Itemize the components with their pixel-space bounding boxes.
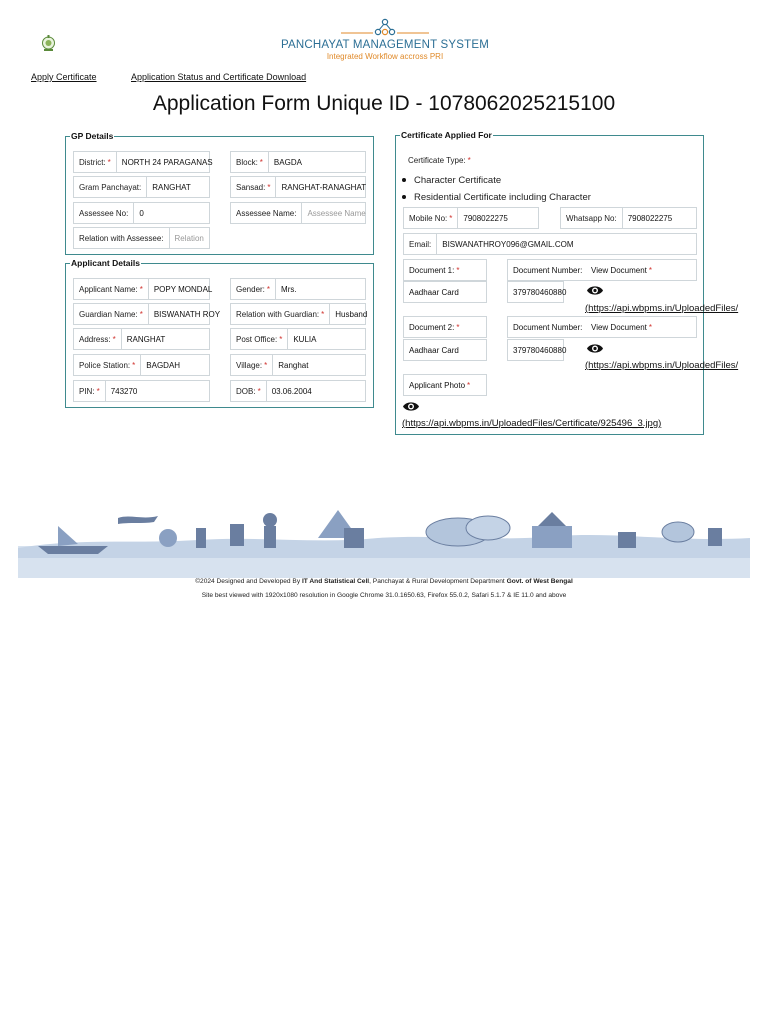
assessee-no-field[interactable]: Assessee No: 0 bbox=[73, 202, 210, 224]
relation-with-assessee-field[interactable]: Relation with Assessee: Relation bbox=[73, 227, 210, 249]
footer-copyright: ©2024 Designed and Developed By IT And Statistical Cell, Panchayat & Rural Development Department Govt. of West Bengal bbox=[195, 578, 573, 585]
mobile-field[interactable]: Mobile No: * 7908022275 bbox=[403, 207, 539, 229]
gram-panchayat-field[interactable]: Gram Panchayat: RANGHAT bbox=[73, 176, 210, 198]
sansad-field[interactable]: Sansad: * RANGHAT-RANAGHAT bbox=[230, 176, 366, 198]
certificate-type-item: Character Certificate bbox=[400, 172, 591, 189]
police-station-field[interactable]: Police Station: * BAGDAH bbox=[73, 354, 210, 376]
email-field[interactable]: Email: BISWANATHROY096@GMAIL.COM bbox=[403, 233, 697, 255]
gram-panchayat-value: RANGHAT bbox=[152, 182, 191, 192]
sansad-value: RANGHAT-RANAGHAT bbox=[281, 182, 367, 192]
network-logo-icon bbox=[335, 18, 435, 38]
apply-certificate-link[interactable]: Apply Certificate bbox=[31, 72, 97, 82]
block-value: BAGDA bbox=[273, 157, 302, 167]
document-2-link[interactable]: (https://api.wbpms.in/UploadedFiles/ bbox=[585, 360, 739, 371]
eye-icon[interactable] bbox=[402, 400, 420, 413]
pin-field[interactable]: PIN: * 743270 bbox=[73, 380, 210, 402]
emblem-icon bbox=[41, 34, 56, 52]
document-2-label: Document 2: * bbox=[403, 316, 487, 338]
brand-logo bbox=[280, 18, 490, 61]
eye-icon[interactable] bbox=[586, 342, 604, 355]
certificate-legend: Certificate Applied For bbox=[401, 130, 492, 140]
block-field[interactable]: Block: * BAGDA bbox=[230, 151, 366, 173]
brand-title: PANCHAYAT MANAGEMENT SYSTEM bbox=[281, 39, 489, 51]
village-landscape-illustration bbox=[18, 498, 750, 578]
document-1-number[interactable]: 379780460880 bbox=[507, 281, 564, 303]
assessee-name-field[interactable]: Assessee Name: Assessee Name bbox=[230, 202, 366, 224]
village-field[interactable]: Village: * Ranghat bbox=[230, 354, 366, 376]
view-document-label: View Document * bbox=[586, 316, 697, 338]
email-value: BISWANATHROY096@GMAIL.COM bbox=[442, 239, 574, 249]
document-2-number[interactable]: 379780460880 bbox=[507, 339, 564, 361]
document-1-link[interactable]: (https://api.wbpms.in/UploadedFiles/ bbox=[585, 303, 739, 314]
district-field[interactable]: District: * NORTH 24 PARAGANAS bbox=[73, 151, 210, 173]
assessee-name-placeholder: Assessee Name bbox=[307, 208, 366, 218]
document-number-label: Document Number: bbox=[507, 316, 587, 338]
document-1-select[interactable]: Aadhaar Card bbox=[403, 281, 487, 303]
address-value: RANGHAT bbox=[126, 334, 166, 344]
mobile-value: 7908022275 bbox=[463, 213, 508, 223]
document-number-label: Document Number: bbox=[507, 259, 587, 281]
post-office-field[interactable]: Post Office: * KULIA bbox=[230, 328, 366, 350]
pin-value: 743270 bbox=[110, 386, 138, 396]
village-value: Ranghat bbox=[278, 360, 309, 370]
whatsapp-field[interactable]: Whatsapp No: 7908022275 bbox=[560, 207, 697, 229]
post-office-value: KULIA bbox=[293, 334, 317, 344]
relation-placeholder: Relation bbox=[174, 233, 204, 243]
applicant-name-field[interactable]: Applicant Name: * POPY MONDAL bbox=[73, 278, 210, 300]
application-status-link[interactable]: Application Status and Certificate Download bbox=[131, 72, 307, 82]
address-field[interactable]: Address: * RANGHAT bbox=[73, 328, 210, 350]
police-station-value: BAGDAH bbox=[146, 360, 181, 370]
gender-field[interactable]: Gender: * Mrs. bbox=[230, 278, 366, 300]
dob-value: 03.06.2004 bbox=[271, 386, 312, 396]
dob-field[interactable]: DOB: * 03.06.2004 bbox=[230, 380, 366, 402]
certificate-type-list bbox=[400, 172, 591, 206]
relation-with-guardian-value: Husband bbox=[335, 309, 368, 319]
applicant-photo-link[interactable]: (https://api.wbpms.in/UploadedFiles/Certificate/925496_3.jpg) bbox=[402, 418, 662, 429]
relation-with-guardian-field[interactable]: Relation with Guardian: * Husband bbox=[230, 303, 366, 325]
certificate-type-label: Certificate Type: * bbox=[408, 156, 471, 165]
guardian-name-value: BISWANATH ROY bbox=[153, 309, 221, 319]
gp-details-legend: GP Details bbox=[71, 131, 114, 141]
brand-subtitle: Integrated Workflow accross PRI bbox=[326, 52, 444, 61]
applicant-name-value: POPY MONDAL bbox=[153, 284, 213, 294]
footer-browser-note: Site best viewed with 1920x1080 resolution in Google Chrome 31.0.1650.63, Firefox 55.0.2, Safari 5.1.7 & IE 11.0 and above bbox=[201, 592, 567, 599]
certificate-type-item: Residential Certificate including Character bbox=[400, 189, 591, 206]
assessee-no-value: 0 bbox=[139, 208, 144, 218]
view-document-label: View Document * bbox=[586, 259, 697, 281]
applicant-details-legend: Applicant Details bbox=[71, 258, 140, 268]
page-title: Application Form Unique ID - 1078062025215100 bbox=[152, 92, 616, 115]
district-value: NORTH 24 PARAGANAS bbox=[121, 157, 213, 167]
guardian-name-field[interactable]: Guardian Name: * BISWANATH ROY bbox=[73, 303, 210, 325]
document-1-label: Document 1: * bbox=[403, 259, 487, 281]
eye-icon[interactable] bbox=[586, 284, 604, 297]
document-2-select[interactable]: Aadhaar Card bbox=[403, 339, 487, 361]
gender-value: Mrs. bbox=[281, 284, 297, 294]
whatsapp-value: 7908022275 bbox=[627, 213, 673, 223]
applicant-photo-label: Applicant Photo * bbox=[403, 374, 487, 396]
